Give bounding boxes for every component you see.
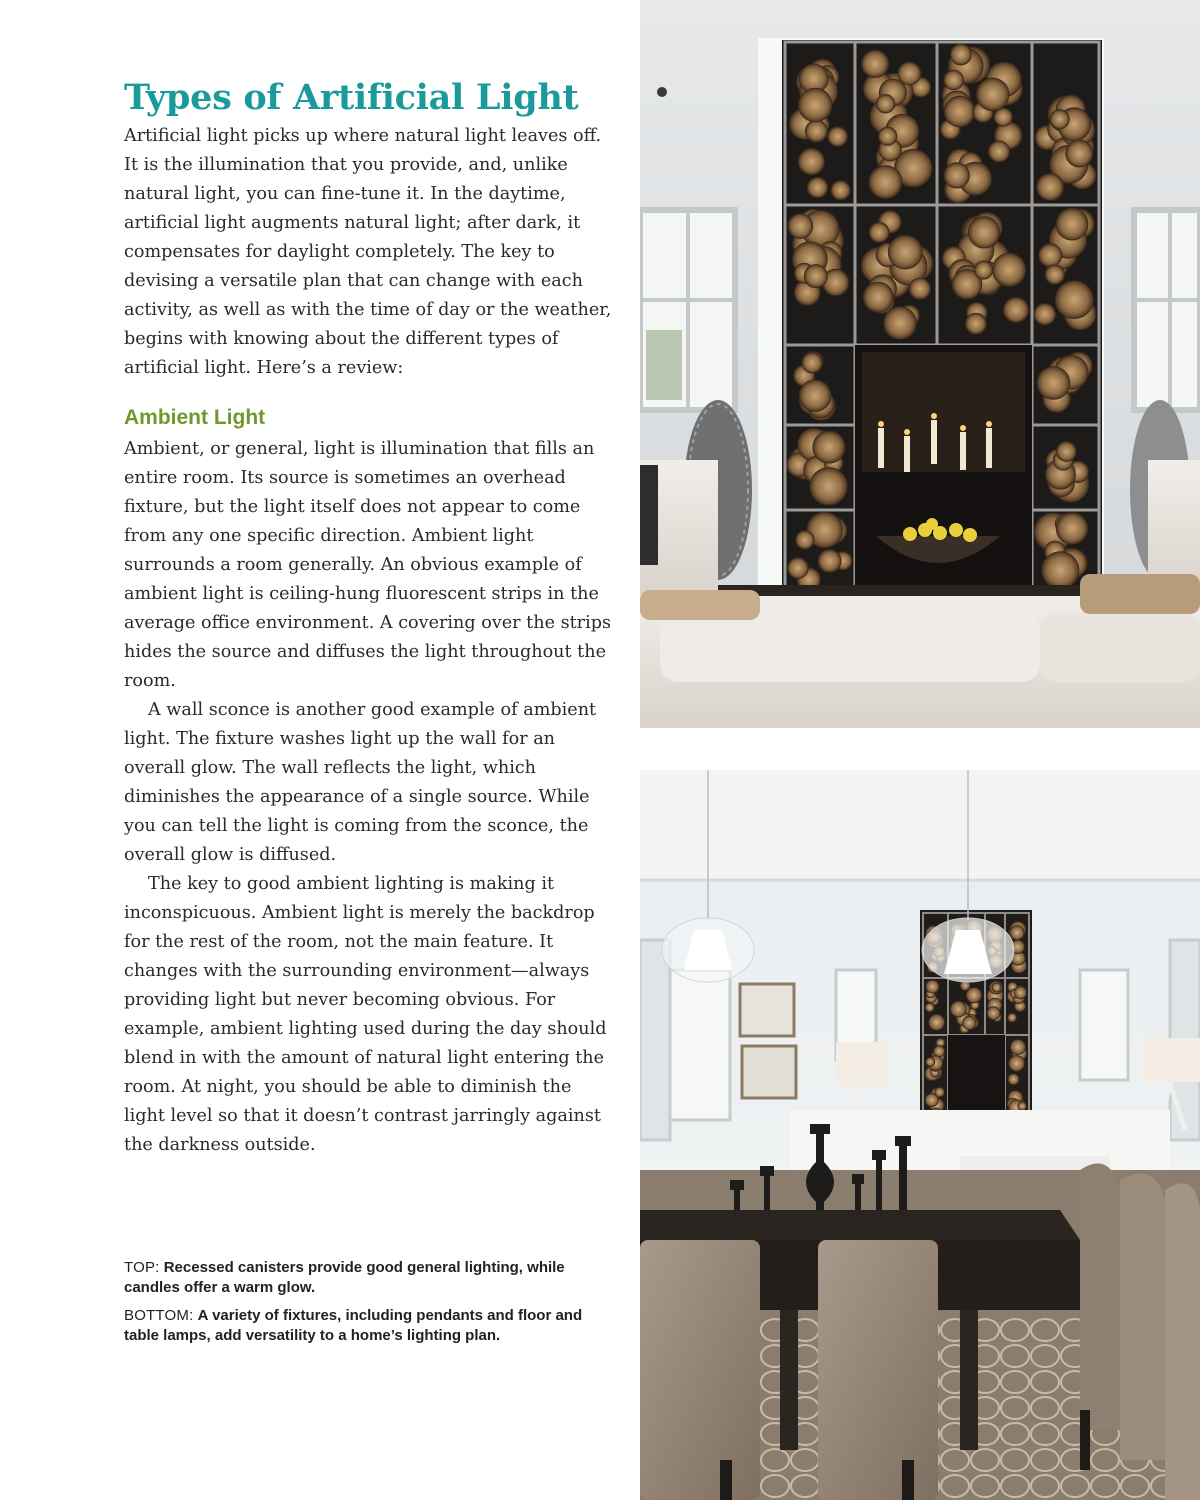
log-end [831,181,850,200]
log-end [1034,304,1055,325]
log-end [1056,208,1088,240]
caption-top [124,1258,614,1298]
log-end [876,95,894,113]
log-end [806,120,828,142]
log-end [926,980,939,993]
log-end [1055,281,1093,319]
log-end [909,278,930,299]
body-paragraph-2: A wall sconce is another good example of ambient light. The fixture washes light up the wall for an overall glow. The wall reflects the light, which diminishes the appearance of a single source. While you can tell the light is coming from the sconce, the overall glow is diffused. [124,700,597,865]
window-right [1134,210,1200,410]
log-end [944,96,974,126]
log-end [1042,552,1079,589]
caption-top-label: TOP: [124,1259,160,1276]
log-end [925,1003,934,1012]
log-end [963,1016,976,1029]
log-end [944,163,969,188]
log-end [799,88,832,121]
log-end [813,431,845,463]
log-end [807,177,827,197]
log-end [951,1001,967,1017]
log-end [1039,244,1062,267]
dining-photo-illustration [640,770,1200,1500]
log-end [1010,1040,1025,1055]
log-end [994,108,1012,126]
log-end [1010,926,1024,940]
log-end [929,1014,945,1030]
log-end [810,468,847,505]
log-end [796,531,814,549]
log-end [788,558,809,579]
log-end [884,307,916,339]
log-end [804,265,827,288]
log-end [1050,110,1069,129]
log-end [1037,367,1070,400]
window-left [640,210,735,410]
log-end [987,1007,1000,1020]
log-end [951,44,972,65]
log-end [934,1046,945,1057]
log-end [888,235,922,269]
article-title: Types of Artificial Light [124,77,579,118]
body-paragraph-3: The key to good ambient lighting is making it inconspicuous. Ambient light is merely the backdrop for the rest of the room, not the main feature. It changes with the surrounding environment—always providing light but never becoming obvious. For example, ambient lighting used during the day should blend in with the amount of natural light entering the room. At night, you should be able to diminish the light level so that it doesn’t contrast jarringly against the darkness outside. [124,874,607,1155]
log-end [1014,987,1026,999]
caption-bottom-text: A variety of fixtures, including pendants and floor and table lamps, add versatility to a home’s lighting plan. [124,1307,583,1344]
log-end [935,1087,945,1097]
log-end [1009,1056,1025,1072]
fireplace-photo-illustration [640,0,1200,728]
caption-bottom [124,1306,614,1346]
log-end [862,50,889,77]
photo-fireplace-living-room [640,0,1200,728]
log-end [966,313,987,334]
log-end [879,127,897,145]
log-end [944,70,964,90]
body-paragraph-1: Ambient, or general, light is illumination that fills an entire room. Its source is sometimes an overhead fixture, but the light itself does not appear to come from any one specific direction. Ambient light surrounds a room generally. An obvious example of ambient light is ceiling-hung fluorescent strips in the average office environment. A covering over the strips hides the source and diffuses the light throughout the room. [124,439,612,691]
log-end [898,62,921,85]
log-end [788,214,813,239]
caption-top-text: Recessed canisters provide good general lighting, while candles offer a warm glow. [124,1259,565,1296]
log-end [818,550,841,573]
log-end [1056,442,1076,462]
log-end [1018,1102,1026,1110]
log-end [993,253,1026,286]
log-end [1045,265,1064,284]
log-end [989,141,1010,162]
photo-dining-room [640,770,1200,1500]
photo-captions [124,1258,614,1354]
log-end [869,166,902,199]
log-end [975,261,993,279]
log-end [992,983,1001,992]
log-end [802,353,822,373]
log-end [1008,1013,1017,1022]
log-end [863,282,893,312]
article-column [124,76,614,1160]
log-end [1066,140,1093,167]
log-end [968,217,999,248]
log-end [828,127,848,147]
log-end [799,380,830,411]
log-end [966,988,981,1003]
log-end [798,149,824,175]
section-heading: Ambient Light [124,406,266,429]
intro-paragraph: Artificial light picks up where natural light leaves off. It is the illumination that you provide, and, unlike natural light, you can fine-tune it. In the daytime, artificial light augments natural light; after dark, it compensates for daylight completely. The key to devising a versatile plan that can change with each activity, as well as with the time of day or the weather, begins with knowing about the different types of artificial light. Here’s a review: [124,126,612,378]
caption-bottom-label: BOTTOM: [124,1307,194,1324]
log-end [1037,174,1064,201]
log-end [869,223,889,243]
log-end [1008,1074,1019,1085]
log-end [926,1058,935,1067]
log-end [977,78,1009,110]
log-end [1004,297,1029,322]
log-end [1056,513,1087,544]
